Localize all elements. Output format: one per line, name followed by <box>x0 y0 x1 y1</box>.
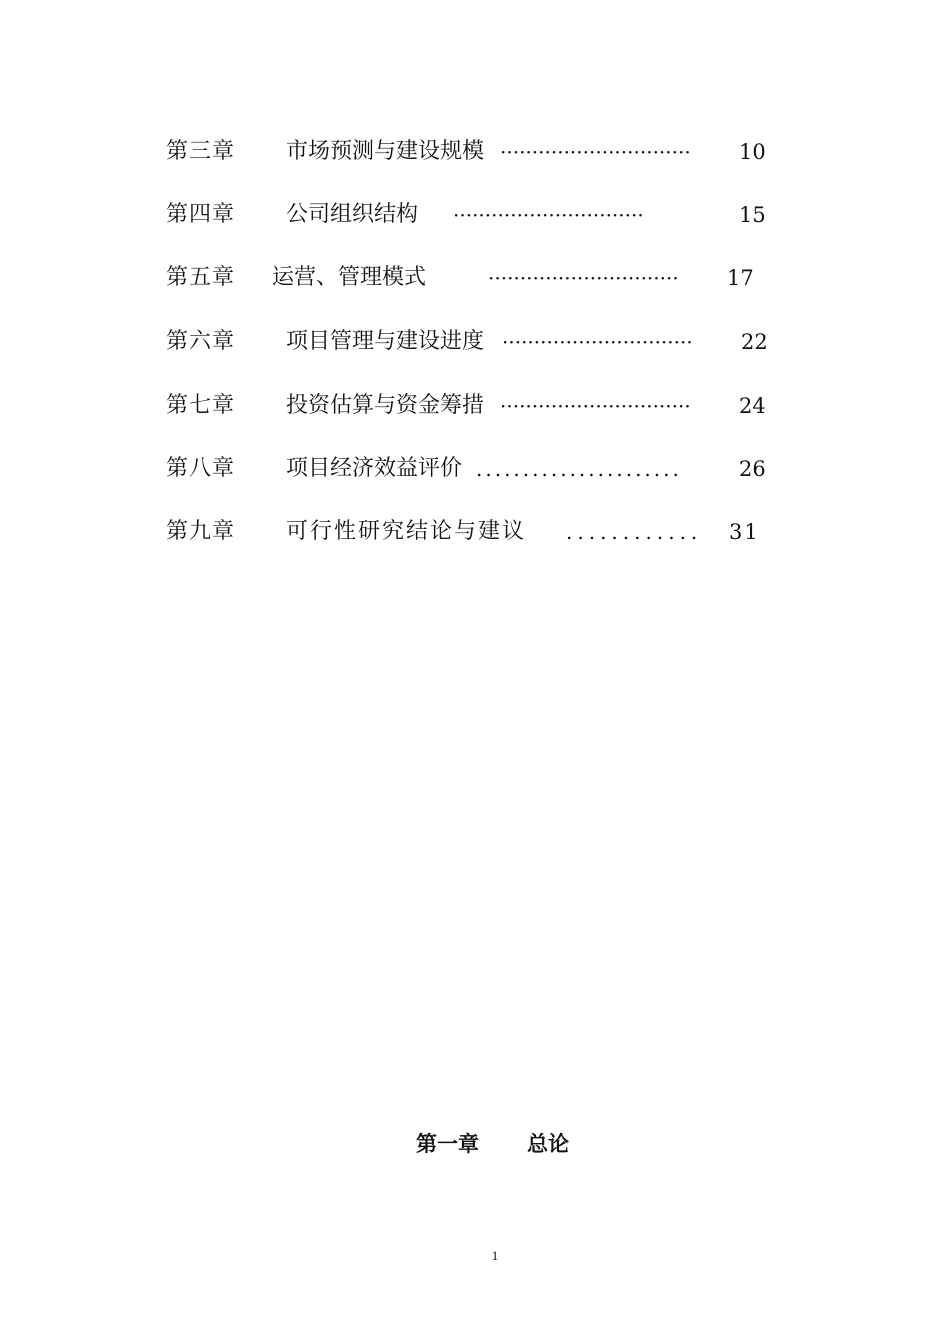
toc-entry-chapter-3[interactable] <box>0 135 950 169</box>
chapter-heading <box>0 1126 950 1162</box>
toc-entry-chapter-9[interactable] <box>0 515 950 549</box>
toc-dot-leader: ······························ <box>488 266 679 290</box>
toc-page-number: 24 <box>739 394 766 418</box>
toc-chapter-number: 第八章 <box>166 456 236 481</box>
toc-page-number: 15 <box>739 203 766 227</box>
toc-entry-chapter-5[interactable] <box>0 261 950 295</box>
toc-chapter-title: 可行性研究结论与建议 <box>286 519 527 544</box>
toc-chapter-title: 市场预测与建设规模 <box>286 139 485 164</box>
toc-dot-leader: ······························ <box>453 203 644 227</box>
toc-chapter-title: 项目经济效益评价 <box>286 456 463 481</box>
toc-dot-leader: ······························ <box>502 330 693 354</box>
toc-chapter-number: 第七章 <box>166 393 236 418</box>
toc-page-number: 17 <box>727 266 754 290</box>
toc-chapter-number: 第六章 <box>166 329 236 354</box>
toc-chapter-title: 投资估算与资金筹措 <box>286 393 485 418</box>
toc-page-number: 31 <box>729 520 760 544</box>
table-of-contents <box>0 0 950 600</box>
toc-dot-leader: ······························ <box>500 140 691 164</box>
toc-chapter-number: 第三章 <box>166 139 236 164</box>
chapter-heading-title: 总论 <box>527 1132 569 1156</box>
toc-chapter-number: 第四章 <box>166 202 236 227</box>
toc-page-number: 10 <box>739 140 766 164</box>
chapter-heading-number: 第一章 <box>416 1132 479 1156</box>
page-number: 1 <box>491 1248 499 1263</box>
toc-chapter-number: 第五章 <box>166 265 236 290</box>
toc-entry-chapter-7[interactable] <box>0 389 950 423</box>
toc-chapter-title: 项目管理与建设进度 <box>286 329 485 354</box>
toc-dot-leader: ............ <box>566 520 703 544</box>
toc-chapter-title: 公司组织结构 <box>286 202 419 227</box>
toc-entry-chapter-4[interactable] <box>0 198 950 232</box>
toc-chapter-number: 第九章 <box>166 519 236 544</box>
toc-entry-chapter-8[interactable] <box>0 452 950 486</box>
toc-dot-leader: ······························ <box>500 394 691 418</box>
toc-dot-leader: ...................... <box>476 457 682 481</box>
toc-page-number: 22 <box>741 330 768 354</box>
toc-chapter-title: 运营、管理模式 <box>272 265 427 290</box>
toc-page-number: 26 <box>739 457 766 481</box>
toc-entry-chapter-6[interactable] <box>0 325 950 359</box>
